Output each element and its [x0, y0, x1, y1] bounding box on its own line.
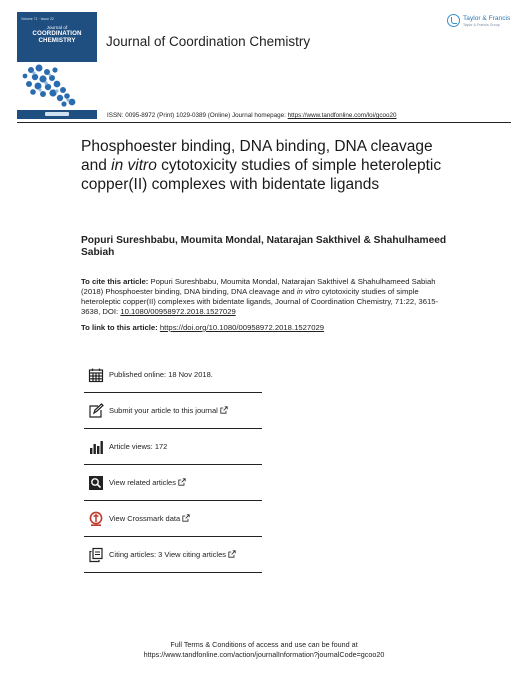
article-title-part-2: cytotoxicity studies of simple heteroleptic copper(II) complexes with bidentate ligands	[81, 157, 442, 193]
related-articles-label[interactable]	[109, 478, 186, 487]
cover-title	[20, 25, 94, 44]
article-views-label: Article views: 172	[109, 442, 168, 451]
publisher-name: Taylor & Francis	[463, 15, 511, 22]
related-articles-row[interactable]	[84, 466, 262, 501]
link-to-article	[81, 323, 324, 332]
citation-block	[81, 277, 453, 317]
cover-title-line-2: CHEMISTRY	[38, 37, 76, 44]
external-link-icon	[220, 406, 228, 414]
link-label: To link to this article:	[81, 323, 160, 332]
crossmark-label[interactable]	[109, 514, 190, 523]
citation-text-2: cytotoxicity studies of simple heteroleptic copper(II) complexes with bidentate ligands, Journal of Coordination Chemistry, 71:22, 3615-3638, DOI:	[81, 287, 439, 316]
citing-articles-row[interactable]	[84, 538, 262, 573]
related-search-icon	[88, 475, 104, 491]
publisher-logo	[447, 12, 517, 32]
publisher-tagline: Taylor & Francis Group	[463, 23, 500, 27]
citation-text-1: Popuri Sureshbabu, Moumita Mondal, Natarajan Sakthivel & Shahulhameed Sabiah (2018) Phosphoester binding, DNA binding, DNA cleavage and	[81, 277, 436, 296]
published-online-label: Published online: 18 Nov 2018.	[109, 370, 213, 379]
doi-link[interactable]: 10.1080/00958972.2018.1527029	[120, 307, 236, 316]
terms-footer	[0, 640, 528, 659]
calendar-icon	[88, 367, 104, 383]
external-link-icon	[182, 514, 190, 522]
submit-article-text: Submit your article to this journal	[109, 406, 218, 415]
terms-footer-line-1: Full Terms & Conditions of access and use can be found at	[170, 640, 358, 649]
issn-text: ISSN: 0095-8972 (Print) 1029-0389 (Online) Journal homepage:	[107, 112, 288, 119]
submit-article-label[interactable]	[109, 406, 228, 415]
article-authors: Popuri Sureshbabu, Moumita Mondal, Natarajan Sakthivel & Shahulhameed Sabiah	[81, 235, 447, 258]
cover-footer-band	[17, 110, 97, 119]
citation-label: To cite this article:	[81, 277, 151, 286]
citing-articles-text: Citing articles: 3 View citing articles	[109, 550, 226, 559]
journal-cover-image	[17, 12, 97, 119]
issn-line	[107, 112, 396, 119]
publisher-logo-icon	[447, 14, 460, 27]
crossmark-row[interactable]	[84, 502, 262, 537]
journal-name: Journal of Coordination Chemistry	[106, 34, 311, 49]
related-articles-text: View related articles	[109, 478, 176, 487]
edit-icon	[88, 403, 104, 419]
crossmark-text: View Crossmark data	[109, 514, 181, 523]
article-title-italic: in vitro	[111, 157, 157, 174]
article-doi-url-link[interactable]: https://doi.org/10.1080/00958972.2018.1527029	[159, 323, 325, 332]
cover-volume-text: Volume 71 · Issue 22	[21, 17, 54, 21]
article-views-row	[84, 430, 262, 465]
cover-title-line-1: COORDINATION	[32, 30, 82, 37]
bar-chart-icon	[88, 439, 104, 455]
terms-footer-link[interactable]: https://www.tandfonline.com/action/journalInformation?journalCode=gcoo20	[143, 649, 385, 659]
published-online-row	[84, 358, 262, 393]
citing-articles-icon	[88, 547, 104, 563]
submit-article-row[interactable]	[84, 394, 262, 429]
header-divider	[17, 122, 511, 123]
citation-italic: in vitro	[296, 287, 320, 296]
cover-journal-word: Journal of	[46, 25, 68, 30]
cover-publisher-mark	[45, 112, 69, 116]
article-title	[81, 137, 461, 194]
cover-molecule-art	[17, 62, 97, 110]
crossmark-icon	[88, 511, 104, 527]
external-link-icon	[228, 550, 236, 558]
external-link-icon	[178, 478, 186, 486]
article-title-part-1: Phosphoester binding, DNA binding, DNA cleavage and	[81, 138, 433, 174]
journal-homepage-link[interactable]: https://www.tandfonline.com/loi/gcoo20	[287, 112, 397, 119]
citing-articles-label[interactable]	[109, 550, 236, 559]
